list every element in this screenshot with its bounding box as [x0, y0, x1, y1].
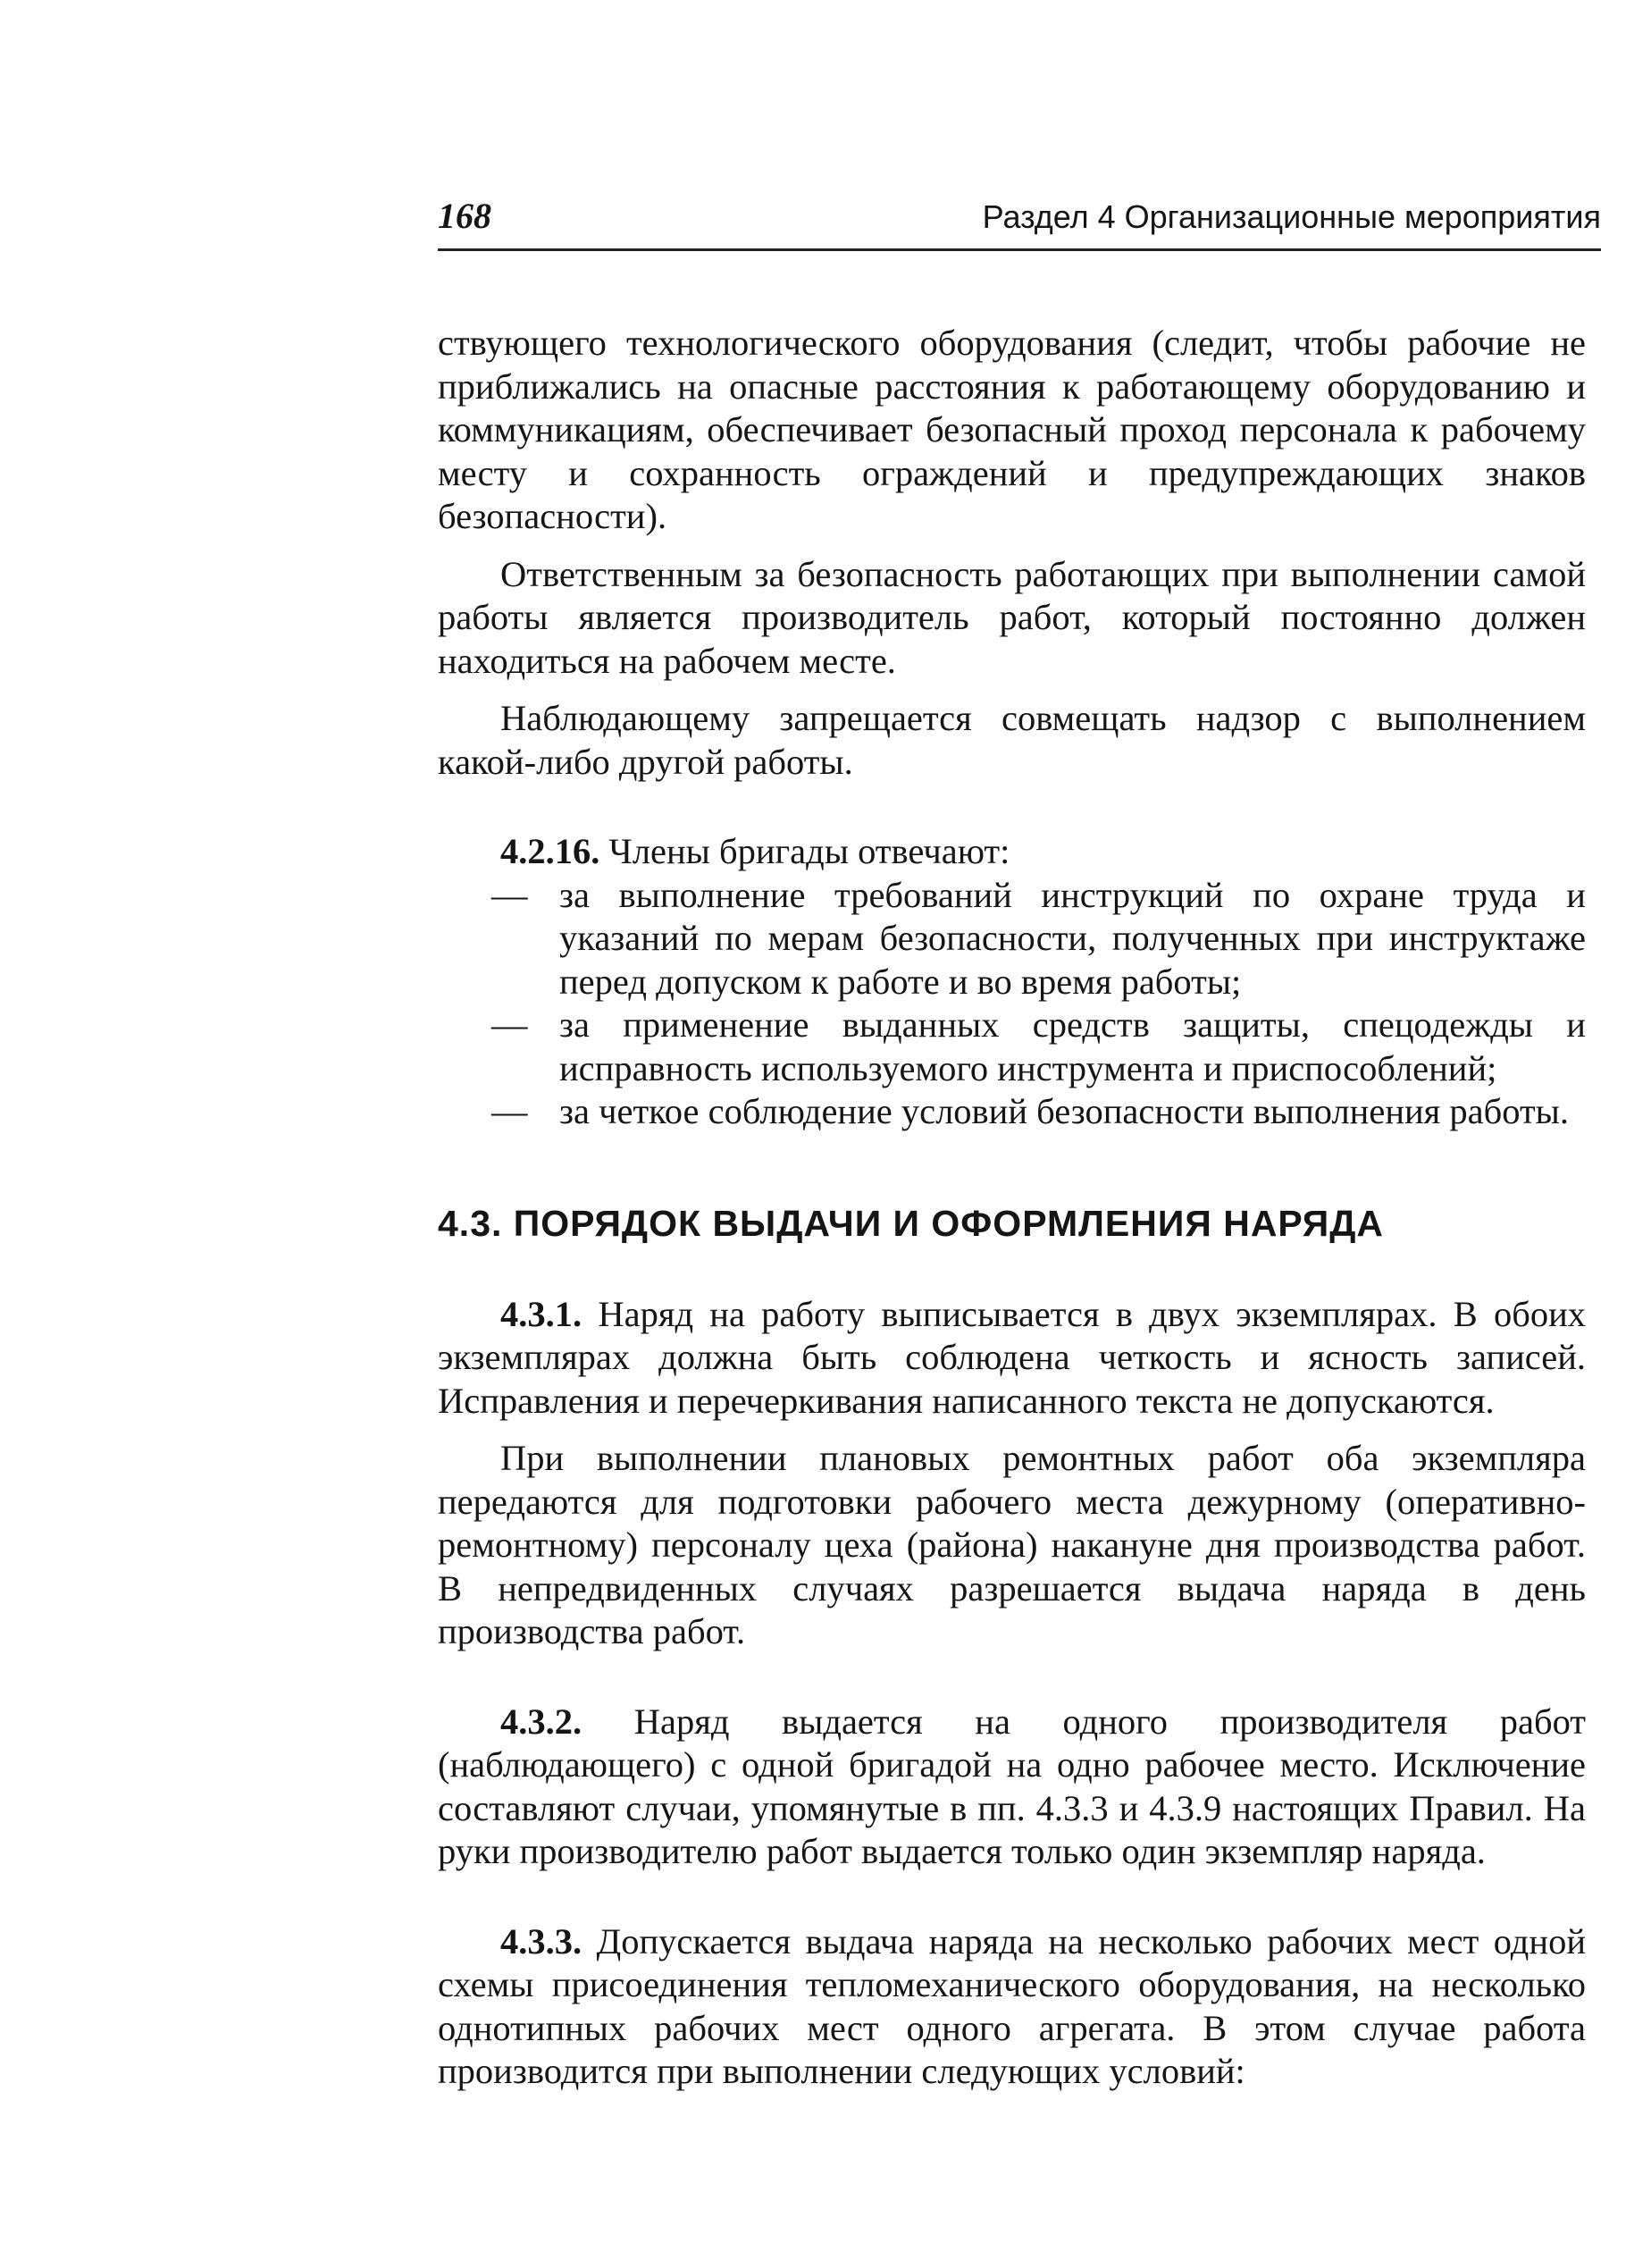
paragraph-responsible: Ответственным за безопасность работающих при выполнении самой работы является производитель работ, который постоянно должен находиться на рабочем месте.	[438, 553, 1586, 681]
dash-mark: —	[491, 1091, 528, 1131]
list-item	[438, 1090, 1586, 1134]
list-item	[438, 874, 1586, 1004]
clause-number: 4.2.16.	[500, 831, 600, 871]
list-item-text: за выполнение требований инструкций по охране труда и указаний по мерам безопасности, полученных при инструктаже перед допуском к работе и во время работы;	[559, 874, 1586, 1002]
paragraph-continuation: ствующего технологического оборудования (следит, чтобы рабочие не приближались на опасные расстояния к работающему оборудованию и коммуникациям, обеспечивает безопасный проход персонала к рабочему месту и сохранность ограждений и предупреждающих знаков безопасности).	[438, 323, 1586, 536]
clause-number: 4.3.3.	[500, 1920, 582, 1961]
clause-text: Члены бригады отвечают:	[608, 831, 1010, 871]
page-header	[438, 191, 1601, 251]
page-number: 168	[438, 196, 491, 236]
list-item	[438, 1004, 1586, 1090]
list-item-text: за четкое соблюдение условий безопасности выполнения работы.	[559, 1091, 1570, 1131]
paragraph-planned-works: При выполнении плановых ремонтных работ оба экземпляра передаются для подготовки рабочего места дежурному (оперативно-ремонтному) персоналу цеха (района) накануне дня производства работ. В непредвиденных случаях разрешается выдача наряда в день производства работ.	[438, 1438, 1586, 1651]
clause-4-3-3	[438, 1920, 1586, 2094]
clause-4-3-2	[438, 1701, 1586, 1874]
clause-text: Наряд на работу выписывается в двух экземплярах. В обоих экземплярах должна быть соблюдена четкость и ясность записей. Исправления и перечеркивания написанного текста не допускаются.	[438, 1293, 1586, 1421]
clause-4-3-1	[438, 1293, 1586, 1424]
section-heading: 4.3. ПОРЯДОК ВЫДАЧИ И ОФОРМЛЕНИЯ НАРЯДА	[438, 1202, 1385, 1244]
clause-4-2-16	[438, 830, 1586, 874]
running-section-title: Раздел 4 Организационные мероприятия	[982, 198, 1601, 235]
clause-text: Наряд выдается на одного производителя работ (наблюдающего) с одной бригадой на одно рабочее место. Исключение составляют случаи, упомянутые в пп. 4.3.3 и 4.3.9 настоящих Правил. На руки производителю работ выдается только один экземпляр наряда.	[438, 1701, 1587, 1871]
dash-mark: —	[491, 1004, 528, 1045]
clause-text: Допускается выдача наряда на несколько рабочих мест одной схемы присоединения тепломеханического оборудования, на несколько однотипных рабочих мест одного агрегата. В этом случае работа производится при выполнении следующих условий:	[438, 1920, 1586, 2091]
dash-mark: —	[491, 874, 528, 915]
clause-number: 4.3.1.	[500, 1293, 582, 1334]
clause-number: 4.3.2.	[500, 1701, 582, 1742]
page-body	[438, 322, 1586, 2094]
paragraph-observer: Наблюдающему запрещается совмещать надзор с выполнением какой-либо другой работы.	[438, 698, 1586, 782]
list-item-text: за применение выданных средств защиты, спецодежды и исправность используемого инструмента и приспособлений;	[559, 1004, 1586, 1088]
